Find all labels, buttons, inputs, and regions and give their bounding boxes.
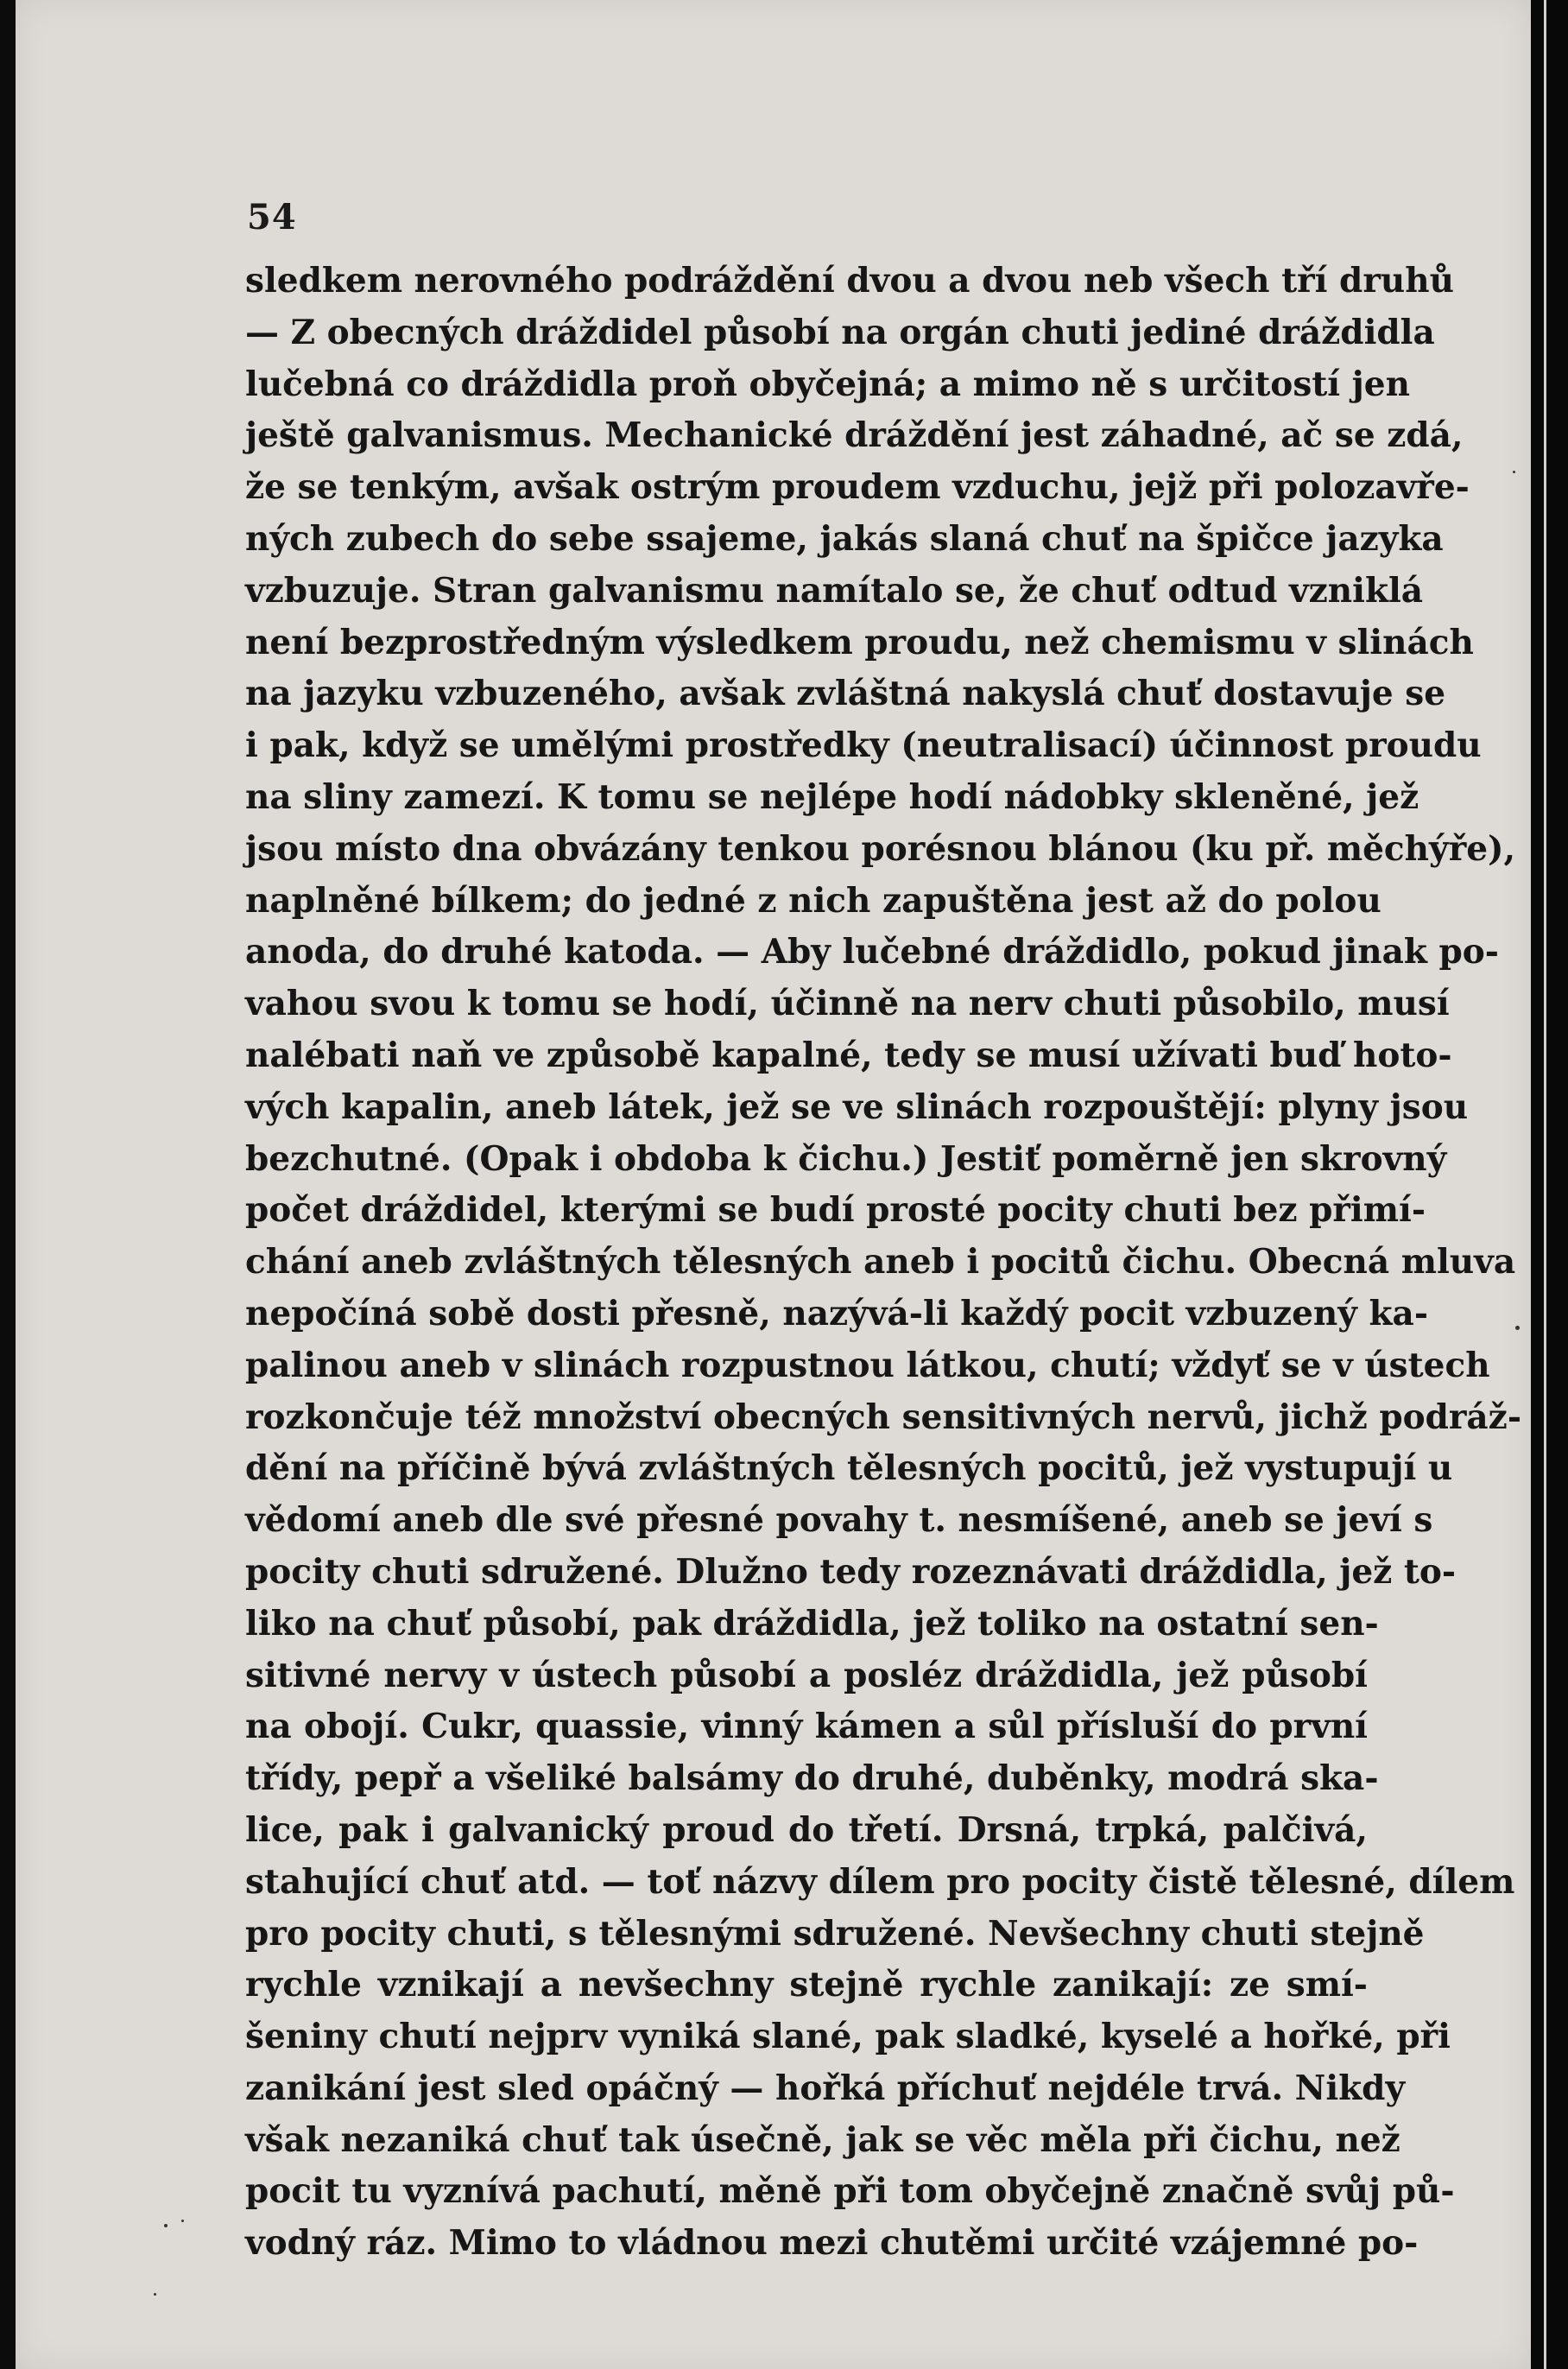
text-line: na sliny zamezí. K tomu se nejlépe hodí nádobky skleněné, jež — [245, 776, 1419, 817]
text-line: počet dráždidel, kterými se budí prosté pocity chuti bez přimí- — [245, 1190, 1426, 1231]
page-number: 54 — [247, 197, 297, 238]
text-line: ještě galvanismus. Mechanické dráždění jest záhadné, ač se zdá, — [245, 415, 1464, 456]
text-line: rozkončuje též množství obecných sensitivných nervů, jichž podráž- — [245, 1397, 1522, 1437]
text-line: sledkem nerovného podráždění dvou a dvou neb všech tří druhů — [245, 261, 1454, 301]
text-line: na obojí. Cukr, quassie, vinný kámen a sůl přísluší do první — [245, 1707, 1368, 1747]
text-line: palinou aneb v slinách rozpustnou látkou, chutí; vždyť se v ústech — [245, 1345, 1490, 1385]
text-line: vodný ráz. Mimo to vládnou mezi chutěmi určité vzájemné po- — [245, 2223, 1419, 2264]
text-line: nalébati naň ve způsobě kapalné, tedy se musí užívati buď hoto- — [245, 1035, 1452, 1075]
text-line: lice, pak i galvanický proud do třetí. Drsná, trpká, palčivá, — [245, 1809, 1368, 1850]
text-line: vahou svou k tomu se hodí, účinně na nerv chuti působilo, musí — [245, 984, 1450, 1024]
text-line: pro pocity chuti, s tělesnými sdružené. Nevšechny chuti stejně — [245, 1913, 1425, 1954]
text-line: pocit tu vyznívá pachutí, měně při tom obyčejně značně svůj pů- — [245, 2171, 1455, 2212]
text-line: vzbuzuje. Stran galvanismu namítalo se, že chuť odtud vzniklá — [245, 570, 1424, 611]
text-line: chání aneb zvláštných tělesných aneb i pocitů čichu. Obecná mluva — [245, 1242, 1516, 1283]
text-line: vědomí aneb dle své přesné povahy t. nesmíšené, aneb se jeví s — [245, 1500, 1433, 1541]
text-line: stahující chuť atd. — toť názvy dílem pro pocity čistě tělesné, dílem — [245, 1861, 1515, 1902]
text-line: liko na chuť působí, pak dráždidla, jež toliko na ostatní sen- — [245, 1603, 1379, 1644]
text-line: sitivné nervy v ústech působí a posléz dráždidla, jež působí — [245, 1655, 1368, 1695]
text-line: na jazyku vzbuzeného, avšak zvláštná nakyslá chuť dostavuje se — [245, 674, 1446, 714]
text-line: anoda, do druhé katoda. — Aby lučebné dráždidlo, pokud jinak po- — [245, 932, 1499, 972]
text-line: dění na příčině bývá zvláštných tělesných pocitů, jež vystupují u — [245, 1448, 1453, 1489]
text-line: bezchutné. (Opak i obdoba k čichu.) Jestiť poměrně jen skrovný — [245, 1138, 1447, 1179]
text-line: vých kapalin, aneb látek, jež se ve slinách rozpouštějí: plyny jsou — [245, 1086, 1469, 1127]
text-line: naplněné bílkem; do jedné z nich zapuštěna jest až do polou — [245, 880, 1381, 921]
text-line: ných zubech do sebe ssajeme, jakás slaná chuť na špičce jazyka — [245, 518, 1444, 559]
text-line: — Z obecných dráždidel působí na orgán chuti jediné dráždidla — [245, 312, 1435, 352]
text-line: nepočíná sobě dosti přesně, nazývá-li každý pocit vzbuzený ka- — [245, 1293, 1429, 1333]
scan-speck — [154, 2293, 156, 2296]
text-line: lučebná co dráždidla proň obyčejná; a mimo ně s určitostí jen — [245, 364, 1410, 404]
text-line: i pak, když se umělými prostředky (neutralisací) účinnost proudu — [245, 725, 1482, 766]
text-line: není bezprostředným výsledkem proudu, než chemismu v slinách — [245, 622, 1474, 662]
scan-speck — [1513, 471, 1515, 473]
book-page — [16, 0, 1531, 2369]
text-line: zanikání jest sled opáčný — hořká příchuť nejdéle trvá. Nikdy — [245, 2068, 1406, 2108]
text-line: pocity chuti sdružené. Dlužno tedy rozeznávati dráždidla, jež to- — [245, 1551, 1457, 1592]
scan-speck — [164, 2224, 168, 2227]
body-text — [245, 256, 1522, 2270]
scan-speck — [1515, 1326, 1520, 1330]
text-line: třídy, pepř a všeliké balsámy do druhé, duběnky, modrá ska- — [245, 1758, 1379, 1799]
scan-speck — [181, 2220, 184, 2222]
text-line: že se tenkým, avšak ostrým proudem vzduchu, jejž při polozavře- — [245, 467, 1470, 508]
text-line: však nezaniká chuť tak úsečně, jak se věc měla při čichu, než — [245, 2119, 1400, 2160]
scan-border — [1531, 0, 1568, 2369]
scan-border-line — [1544, 0, 1546, 2369]
text-line: šeniny chutí nejprv vyniká slané, pak sladké, kyselé a hořké, při — [245, 2017, 1451, 2057]
text-line: jsou místo dna obvázány tenkou porésnou blánou (ku př. měchýře), — [245, 828, 1516, 869]
text-line: rychle vznikají a nevšechny stejně rychle zanikají: ze smí- — [245, 1965, 1368, 2005]
